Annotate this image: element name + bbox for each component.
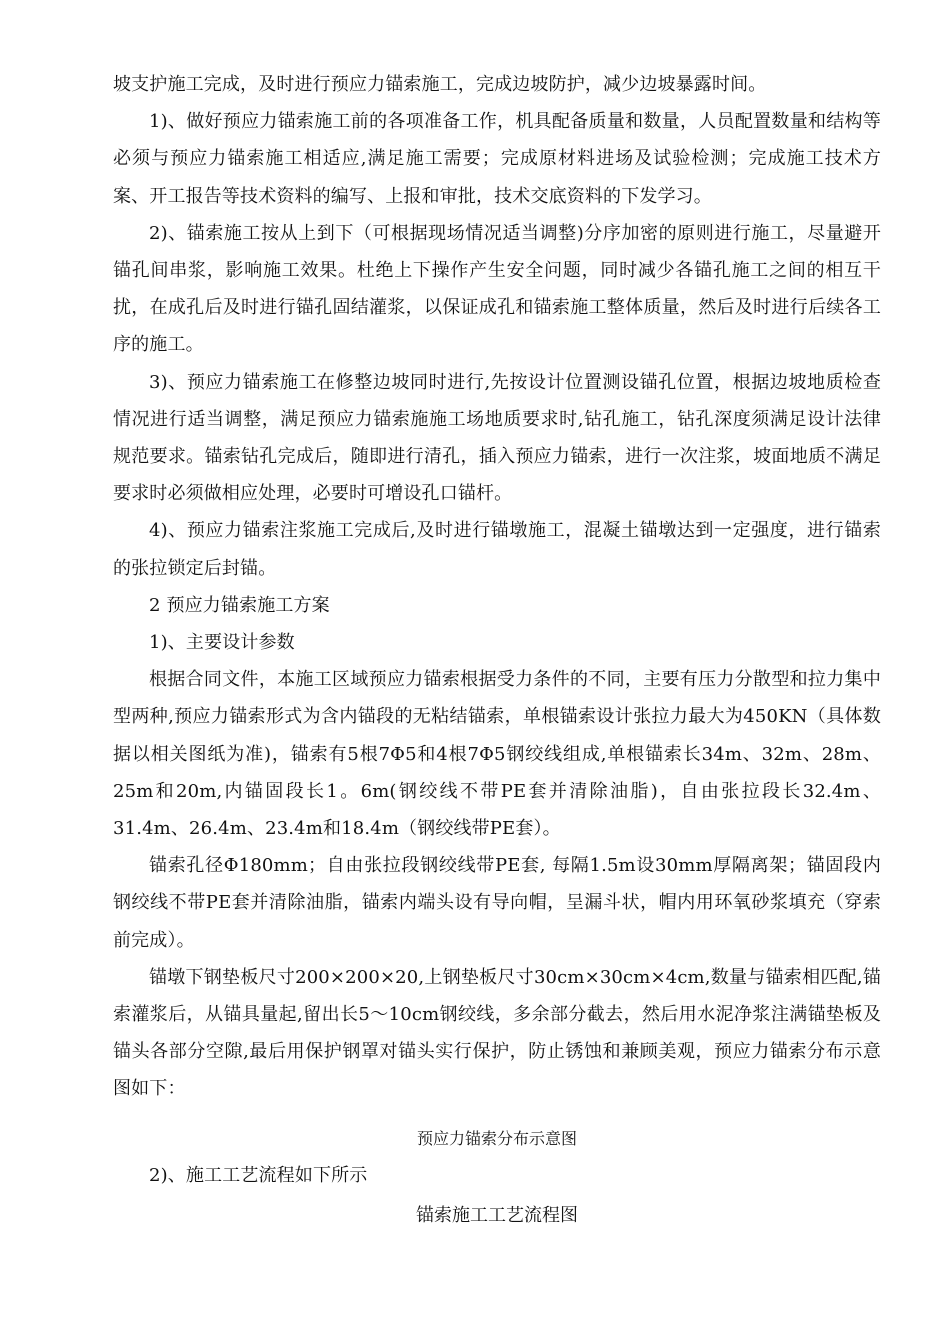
figure-caption-process-flow: 锚索施工工艺流程图 (416, 1205, 578, 1227)
paragraph-step-3: 3)、预应力锚索施工在修整边坡同时进行,先按设计位置测设锚孔位置，根据边坡地质检查情况进行适当调整，满足预应力锚索施施工场地质要求时,钻孔施工，钻孔深度须满足设计法律规范要求。锚索钻孔完成后，随即进行清孔，插入预应力锚索，进行一次注浆，坡面地质不满足要求时必须做相应处理，必要时可增设孔口锚杆。 (113, 371, 881, 505)
figure-space-distribution (113, 1108, 881, 1120)
subheading-process-flow: 2)、施工工艺流程如下所示 (149, 1164, 368, 1186)
paragraph-design-contract: 根据合同文件，本施工区域预应力锚索根据受力条件的不同，主要有压力分散型和拉力集中型两种,预应力锚索形式为含内锚段的无粘结锚索，单根锚索设计张拉力最大为450KN（具体数据以相关图纸为准)，锚索有5根7Φ5和4根7Φ5钢绞线组成,单根锚索长34m、32m、28m、25m和20m,内锚固段长1。6m(钢绞线不带PE套并清除油脂)，自由张拉段长32.4m、31.4m、26.4m、23.4m和18.4m（钢绞线带PE套）。 (113, 669, 881, 840)
subheading-design-parameters: 1)、主要设计参数 (149, 632, 295, 654)
paragraph-hole-diameter: 锚索孔径Φ180mm；自由张拉段钢绞线带PE套, 每隔1.5m设30mm厚隔离架；锚固段内钢绞线不带PE套并清除油脂，锚索内端头设有导向帽，呈漏斗状，帽内用环氧砂浆填充（穿索前完成）。 (113, 855, 881, 951)
paragraph-intro: 坡支护施工完成，及时进行预应力锚索施工，完成边坡防护，减少边坡暴露时间。 (113, 74, 767, 95)
paragraph-step-1: 1)、做好预应力锚索施工前的各项准备工作，机具配备质量和数量，人员配置数量和结构等必须与预应力锚索施工相适应,满足施工需要；完成原材料进场及试验检测；完成施工技术方案、开工报告等技术资料的编写、上报和审批，技术交底资料的下发学习。 (113, 111, 881, 207)
paragraph-step-2: 2)、锚索施工按从上到下（可根据现场情况适当调整)分序加密的原则进行施工，尽量避开锚孔间串浆，影响施工效果。杜绝上下操作产生安全问题，同时减少各锚孔施工之间的相互干扰，在成孔后及时进行锚孔固结灌浆，以保证成孔和锚索施工整体质量，然后及时进行后续各工序的施工。 (113, 222, 881, 356)
document-page (113, 66, 881, 1238)
paragraph-step-4: 4)、预应力锚索注浆施工完成后,及时进行锚墩施工，混凝土锚墩达到一定强度，进行锚索的张拉锁定后封锚。 (113, 520, 881, 579)
section-heading-anchor-plan: 2 预应力锚索施工方案 (149, 594, 330, 616)
paragraph-anchor-pad: 锚墩下钢垫板尺寸200×200×20,上钢垫板尺寸30cm×30cm×4cm,数量与锚索相匹配,锚索灌浆后，从锚具量起,留出长5～10cm钢绞线，多余部分截去，然后用水泥净浆注满锚垫板及锚头各部分空隙,最后用保护钢罩对锚头实行保护，防止锈蚀和兼顾美观，预应力锚索分布示意图如下： (113, 966, 881, 1100)
figure-caption-distribution: 预应力锚索分布示意图 (416, 1128, 577, 1148)
